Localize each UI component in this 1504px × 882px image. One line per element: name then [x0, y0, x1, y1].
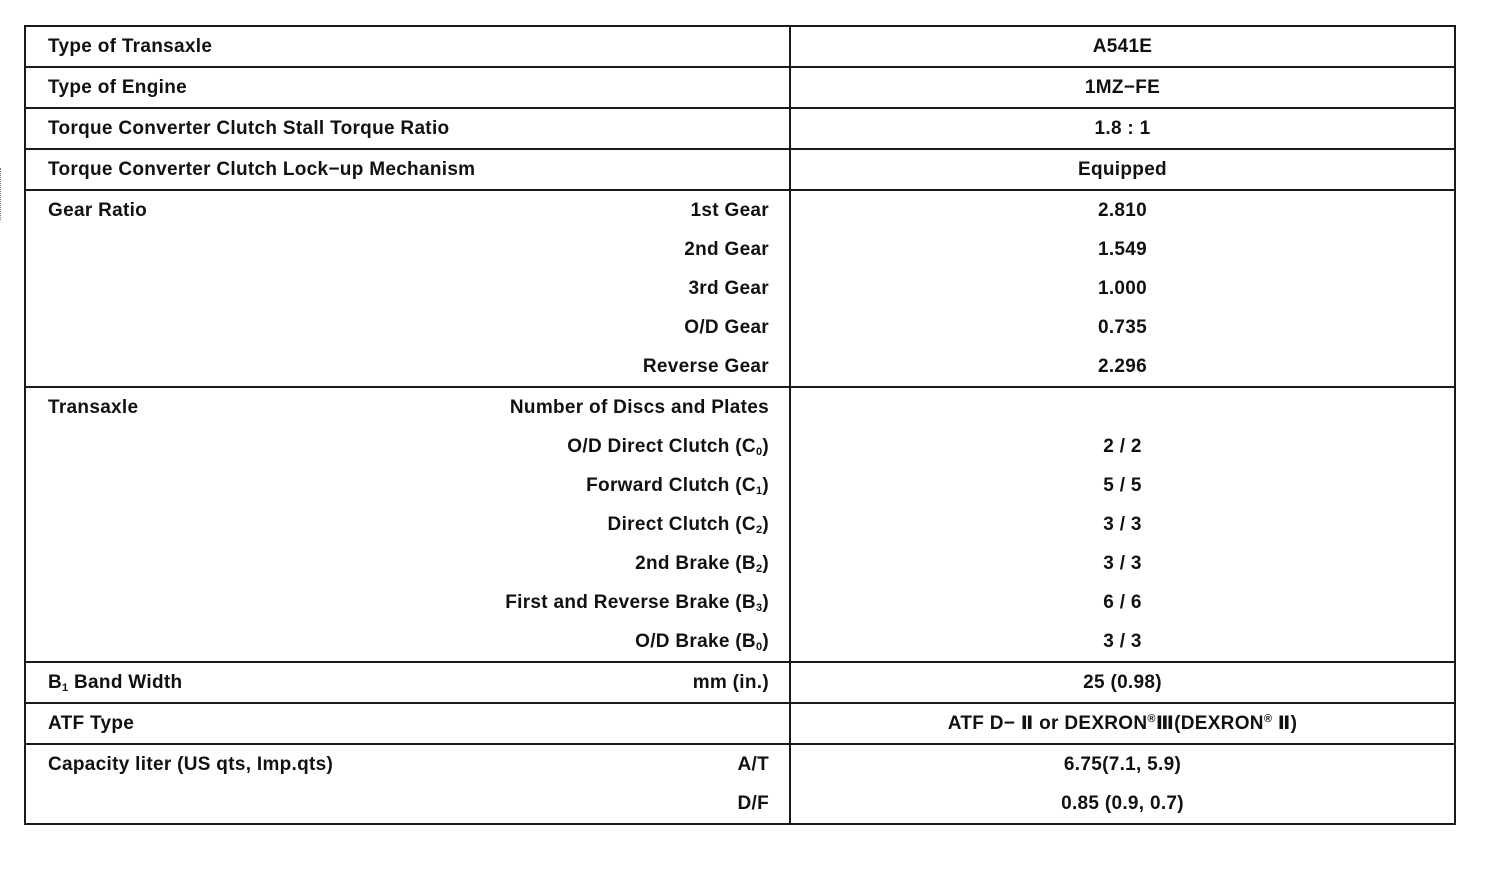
second-brake-label: 2nd Brake $(B_2)$	[635, 553, 769, 575]
capacity-df-label: D/F	[737, 793, 769, 814]
table-row	[25, 26, 1455, 67]
band-width-label: $B_1$ Band Width	[48, 672, 183, 694]
spec-value-cell	[790, 26, 1455, 67]
od-direct-clutch-value: 2 / 2	[1103, 436, 1142, 457]
gear-reverse-label: Reverse Gear	[642, 356, 769, 377]
direct-clutch-value: 3 / 3	[1103, 514, 1142, 535]
band-width-value-cell	[790, 662, 1455, 703]
gear-3rd-label: 3rd Gear	[688, 278, 769, 299]
od-direct-clutch-label: O/D Direct Clutch $(C_0)$	[567, 436, 769, 458]
gear-reverse-value: 2.296	[1097, 356, 1148, 377]
spec-value-cell	[790, 67, 1455, 108]
gear-1st-value: 2.810	[1097, 200, 1148, 221]
atf-type-label: ATF Type	[48, 713, 135, 734]
table-row	[25, 108, 1455, 149]
spec-value-cell	[790, 149, 1455, 190]
first-reverse-brake-value: 6 / 6	[1103, 592, 1142, 613]
band-width-label-cell	[25, 662, 790, 703]
gear-ratio-label-cell	[25, 190, 790, 387]
table-row	[25, 149, 1455, 190]
table-row	[25, 190, 1455, 387]
gear-ratio-label: Gear Ratio	[48, 200, 148, 221]
spec-label-cell	[25, 67, 790, 108]
transaxle-label-cell	[25, 387, 790, 662]
stall-torque-value: 1.8 : 1	[1094, 118, 1151, 139]
table-row	[25, 703, 1455, 744]
capacity-at-label: A/T	[737, 754, 769, 775]
transaxle-type-value: A541E	[1092, 36, 1153, 57]
capacity-df-value: 0.85 (0.9, 0.7)	[1061, 793, 1184, 814]
spec-label-cell	[25, 26, 790, 67]
od-brake-value: 3 / 3	[1103, 631, 1142, 652]
atf-value-cell	[790, 703, 1455, 744]
table-row	[25, 387, 1455, 662]
transaxle-spec-table	[24, 25, 1456, 825]
discs-plates-heading: Number of Discs and Plates	[509, 397, 769, 418]
capacity-value-cell	[790, 744, 1455, 824]
engine-type-label: Type of Engine	[48, 77, 187, 98]
gear-3rd-value: 1.000	[1097, 278, 1148, 299]
gear-2nd-label: 2nd Gear	[684, 239, 769, 260]
gear-ratio-value-cell	[790, 190, 1455, 387]
forward-clutch-value: 5 / 5	[1103, 475, 1142, 496]
scan-margin-mark	[0, 168, 3, 220]
lockup-label: Torque Converter Clutch Lock−up Mechanism	[48, 159, 476, 180]
capacity-at-value: 6.75(7.1, 5.9)	[1063, 754, 1182, 775]
table-row	[25, 662, 1455, 703]
transaxle-type-label: Type of Transaxle	[48, 36, 213, 57]
engine-type-value: 1MZ−FE	[1084, 77, 1161, 98]
transaxle-label: Transaxle	[48, 397, 139, 418]
gear-2nd-value: 1.549	[1097, 239, 1148, 260]
spec-label-cell	[25, 149, 790, 190]
gear-1st-label: 1st Gear	[690, 200, 769, 221]
capacity-label: Capacity liter (US qts, Imp.qts)	[48, 754, 334, 775]
lockup-value: Equipped	[1078, 159, 1167, 180]
gear-od-value: 0.735	[1097, 317, 1148, 338]
atf-label-cell	[25, 703, 790, 744]
atf-type-value: ATF D− Ⅱ or DEXRON®Ⅲ(DEXRON® Ⅱ)	[947, 713, 1298, 734]
table-row	[25, 744, 1455, 824]
direct-clutch-label: Direct Clutch $(C_2)$	[607, 514, 769, 536]
spec-value-cell	[790, 108, 1455, 149]
transaxle-value-cell	[790, 387, 1455, 662]
gear-od-label: O/D Gear	[684, 317, 769, 338]
forward-clutch-label: Forward Clutch $(C_1)$	[586, 475, 769, 497]
band-width-unit: mm (in.)	[692, 672, 769, 693]
first-reverse-brake-label: First and Reverse Brake $(B_3)$	[505, 592, 769, 614]
capacity-label-cell	[25, 744, 790, 824]
second-brake-value: 3 / 3	[1103, 553, 1142, 574]
stall-torque-label: Torque Converter Clutch Stall Torque Ratio	[48, 118, 450, 139]
od-brake-label: O/D Brake $(B_0)$	[635, 631, 769, 653]
band-width-value: 25 (0.98)	[1083, 672, 1162, 693]
table-row	[25, 67, 1455, 108]
discs-plates-heading-blank	[791, 388, 1454, 427]
spec-label-cell	[25, 108, 790, 149]
